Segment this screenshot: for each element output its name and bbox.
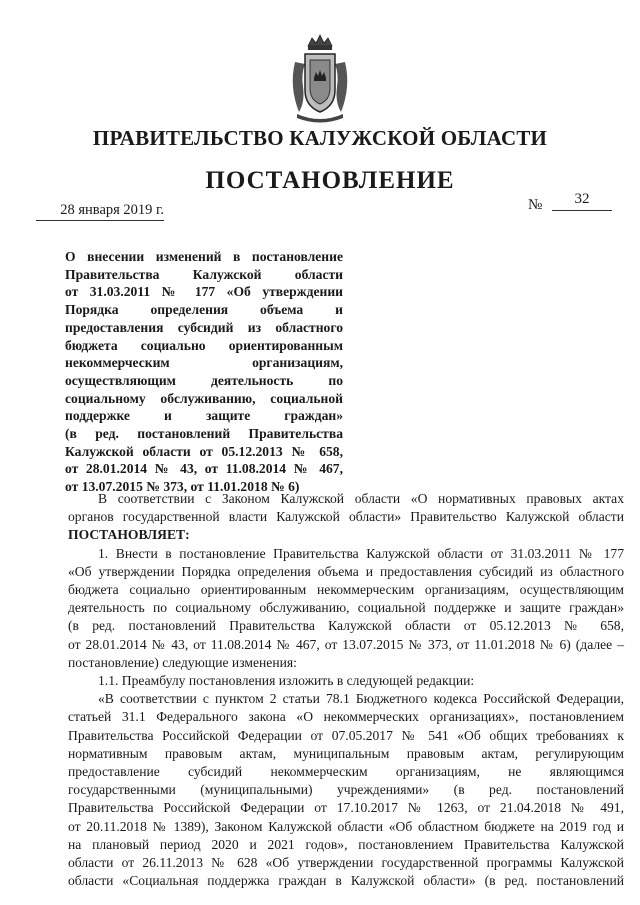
body-line: государственными (муниципальными) учреждениями» (в ред. постановлений bbox=[68, 782, 624, 798]
subject-line: Калужской области от 05.12.2013 № 658, bbox=[65, 443, 343, 459]
subject-line: (в ред. постановлений Правительства bbox=[65, 426, 343, 442]
document-type: ПОСТАНОВЛЕНИЕ bbox=[205, 167, 455, 194]
body-line: от 28.01.2014 № 43, от 11.08.2014 № 467, от 13.07.2015 № 373, от 11.01.2018 № 6) (далее – bbox=[68, 636, 624, 652]
document-number: 32 bbox=[552, 191, 612, 211]
subject-line: Порядка определения объема и bbox=[65, 302, 343, 318]
body-line: бюджета социально ориентированным некоммерческим организациям, осуществляющим bbox=[68, 582, 624, 598]
body-line: «В соответствии с пунктом 2 статьи 78.1 Бюджетного кодекса Российской Федерации, bbox=[98, 691, 624, 707]
subject-line: осуществляющим деятельность по bbox=[65, 372, 343, 388]
body-line: Правительства Российской Федерации от 17.10.2017 № 1263, от 21.04.2018 № 491, bbox=[68, 800, 624, 816]
body-line: В соответствии с Законом Калужской области «О нормативных правовых актах bbox=[98, 491, 624, 506]
subject-line: бюджета социально ориентированным bbox=[65, 337, 343, 353]
subject-line: от 13.07.2015 № 373, от 11.01.2018 № 6) bbox=[65, 479, 300, 495]
subject-block bbox=[65, 248, 343, 496]
body-line: на плановый период 2020 и 2021 годов», постановлением Правительства Калужской bbox=[68, 836, 624, 852]
subject-line: поддержке и защите граждан» bbox=[65, 408, 343, 424]
body-line: статьей 31.1 Федерального закона «О некоммерческих организациях», постановлением bbox=[68, 709, 624, 725]
body-line: 1. Внести в постановление Правительства Калужской области от 31.03.2011 № 177 bbox=[98, 545, 624, 561]
subject-line: от 31.03.2011 № 177 «Об утверждении bbox=[65, 284, 343, 300]
subject-line: некоммерческим организациям, bbox=[65, 355, 343, 371]
number-sign: № bbox=[528, 197, 543, 213]
body-line: области от 26.11.2013 № 628 «Об утверждении государственной программы Калужской bbox=[68, 855, 624, 871]
body-line: деятельность по социальному обслуживанию, социальной поддержке и защите граждан» bbox=[68, 600, 624, 616]
body-line: (в ред. постановлений Правительства Калужской области от 05.12.2013 № 658, bbox=[68, 618, 624, 634]
subject-line: социальному обслуживанию, социальной bbox=[65, 390, 343, 406]
body-line: Правительства Российской Федерации от 07.05.2017 № 541 «Об общих требованиях к bbox=[68, 727, 624, 743]
body-line: 1.1. Преамбулу постановления изложить в следующей редакции: bbox=[98, 673, 475, 689]
body-line: нормативным правовым актам, муниципальным правовым актам, регулирующим bbox=[68, 745, 624, 761]
subject-line: от 28.01.2014 № 43, от 11.08.2014 № 467, bbox=[65, 461, 343, 477]
resolves-heading: ПОСТАНОВЛЯЕТ: bbox=[68, 527, 190, 543]
body-line: постановление) следующие изменения: bbox=[68, 654, 297, 670]
body-line: предоставление субсидий некоммерческим организациям, не являющимся bbox=[68, 764, 624, 780]
body-line: от 20.11.2018 № 1389), Законом Калужской области «Об областном бюджете на 2019 год и bbox=[68, 818, 624, 834]
subject-line: Правительства Калужской области bbox=[65, 266, 343, 282]
body-line: области «Социальная поддержка граждан в Калужской области» (в ред. постановлений bbox=[68, 873, 624, 889]
government-title: ПРАВИТЕЛЬСТВО КАЛУЖСКОЙ ОБЛАСТИ bbox=[92, 126, 548, 150]
document-body bbox=[68, 490, 624, 890]
subject-line: предоставления субсидий из областного bbox=[65, 319, 343, 335]
subject-line: О внесении изменений в постановление bbox=[65, 249, 343, 264]
body-line: «Об утверждении Порядка определения объема и предоставления субсидий из областного bbox=[68, 563, 624, 579]
body-line: органов государственной власти Калужской области» Правительство Калужской области bbox=[68, 509, 624, 525]
document-date: 28 января 2019 г. bbox=[36, 202, 164, 221]
coat-of-arms-icon bbox=[285, 32, 355, 124]
